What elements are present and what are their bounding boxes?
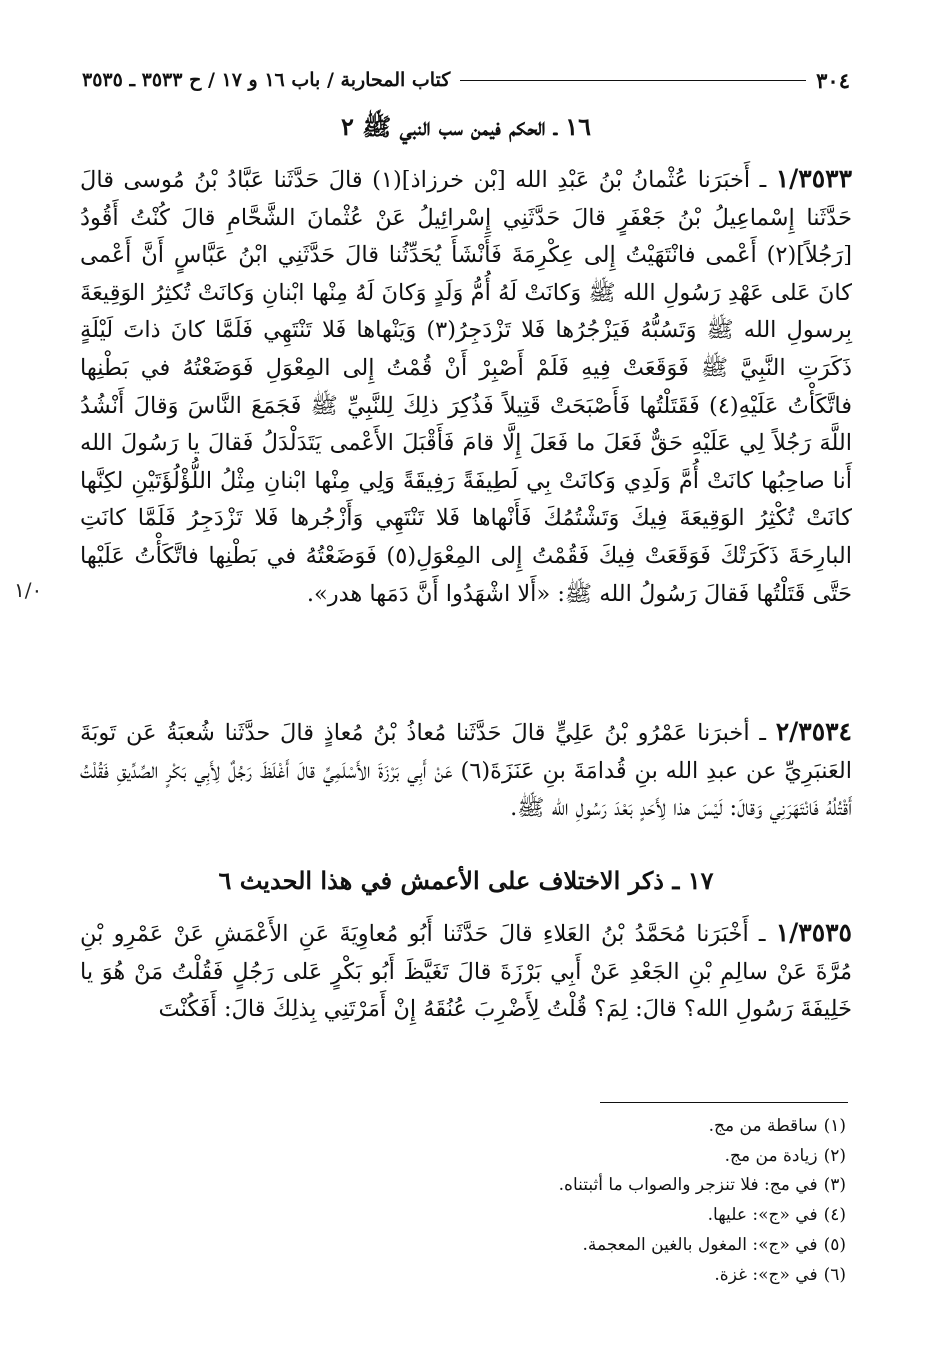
margin-note: ١/٠ [14, 578, 43, 602]
footnote: (١)ساقطة من مج. [708, 1116, 846, 1136]
section-title-16: ١٦ ـ الحكم فيمن سب النبي ﷺ ٢ [341, 112, 591, 141]
footnotes [480, 1112, 846, 1290]
footnote-rule [600, 1102, 848, 1103]
running-head [82, 62, 850, 98]
hadith-3534 [80, 713, 852, 828]
hadith-3535 [80, 914, 852, 1029]
footnote: (٦)في «ج»: غزة. [714, 1264, 846, 1285]
hadith-number: ١/٣٥٣٥ [775, 918, 852, 947]
hadith-3533 [80, 160, 852, 613]
footnote: (٥)في «ج»: المغول بالغين المعجمة. [582, 1234, 846, 1255]
footnote: (٣)في مج: فلا تنزجر والصواب ما أثبتناه. [558, 1175, 846, 1196]
running-title: كتاب المحاربة / باب ١٦ و ١٧ / ح ٣٥٣٣ ـ ٣٥٣٥ [82, 69, 451, 91]
hadith-number: ٢/٣٥٣٤ [775, 717, 852, 746]
hadith-text: ـ أخبرَنا عَمْرُو بْنُ عَلِيٍّ قالَ حَدَّثَنا مُعاذُ بْنُ مُعاذٍ قالَ حدَّثَنا شُعبَةُ عَن تَوبَةَ العَنبَرِيِّ عن عبدِ الله بنِ قُدامَةَ بنِ عَنَزَةَ(٦) عَنْ أَبِي بَرْزَةَ الأَسْلَمِيِّ قالَ أَغْلَظَ رَجُلٌ لِأَبِي بَكْرٍ الصِّدِّيقِ فَقُلْتُ أَقْتُلُهُ فَانْتَهَرَنِي وَقالَ: لَيْسَ هذا لِأَحَدٍ بَعْدَ رَسُولِ الله ﷺ. [80, 720, 852, 822]
hadith-text: ـ أَخْبَرَنا مُحَمَّدُ بْنُ العَلاءِ قالَ حَدَّثَنا أَبُو مُعاوِيَةَ عَنِ الأَعْمَشِ عَنْ عَمْرِو بْنِ مُرَّةَ عَنْ سالِمِ بْنِ الجَعْدِ عَنْ أَبِي بَرْزَةَ قالَ تَغَيَّظَ أَبُو بَكْرٍ عَلى رَجُلٍ فَقُلْتُ مَنْ هُوَ يا خَلِيفَةَ رَسُولِ الله؟ قالَ: لِمَ؟ قُلْتُ لِأَضْرِبَ عُنُقَهُ إِنْ أَمَرْتَنِي بِذلِكَ قالَ: أَفَكُنْتَ [80, 921, 852, 1023]
footnote: (٤)في «ج»: عليها. [707, 1205, 846, 1226]
section-title-17: ١٧ ـ ذكر الاختلاف على الأعمش في هذا الحديث ٦ [218, 866, 714, 895]
page-number: ٣٠٤ [816, 67, 850, 93]
footnote: (٢)زيادة من مج. [724, 1145, 846, 1166]
hadith-number: ١/٣٥٣٣ [775, 164, 853, 193]
hadith-text: ـ أَخبَرَنا عُثْمانُ بْنُ عَبْدِ الله [بْن خرزاذ](١) قالَ حَدَّثَنا عَبَّادُ بْنُ مُوسى قالَ حَدَّثَنا إِسْماعِيلُ بْنُ جَعْفَرٍ قالَ حَدَّثَنِي إِسْرائِيلُ عَنْ عُثْمانَ الشَّحَّامِ قالَ كُنْتُ أَقُودُ [رَجُلاً](٢) أَعْمى فانْتَهَيْتُ إِلى عِكْرِمَةَ فَأَنْشَأَ يُحَدِّثُنا قالَ حَدَّثَنِي ابْنُ عَبَّاسٍ أَنَّ أَعْمى كانَ عَلى عَهْدِ رَسُولِ الله ﷺ وَكانَتْ لَهُ أُمُّ وَلَدٍ وَكانَ لَهُ مِنْها ابْنانِ وَكانَتْ تُكثِرُ الوَقِيعَةَ بِرسولِ الله ﷺ وَتَسُبُّهُ فَيَزْجُرُها فَلا تَزْدَجِرُ(٣) وَيَنْهاها فَلا تَنْتَهِي فَلَمَّا كانَ ذاتَ لَيْلَةٍ ذَكَرَتِ النَّبِيَّ ﷺ فَوَقَعَتْ فِيهِ فَلَمْ أَصْبِرْ أَنْ قُمْتُ إِلى المِعْوَلِ فَوَضَعْتُهُ في بَطْنِها فاتَّكَأْتُ عَلَيْهِ(٤) فَقَتَلْتُها فَأَصْبَحَتْ قَتِيلاً فَذُكِرَ ذلِكَ لِلنَّبِيِّ ﷺ فَجَمَعَ النَّاسَ وَقالَ أَنْشُدُ اللَّهَ رَجُلاً لِي عَلَيْهِ حَقٌّ فَعَلَ ما فَعَلَ إِلَّا قامَ فَأَقْبَلَ الأَعْمى يَتَدَلْدَلُ فَقالَ يا رَسُولَ الله أَنا صاحِبُها كانَتْ أُمَّ وَلَدِي وَكانَتْ بِي لَطِيفَةً رَفِيقَةً وَلِي مِنْها ابْنانِ مِثْلُ اللُّؤْلُؤَتَيْنِ لكِنَّها كانَتْ تُكْثِرُ الوَقِيعَةَ فِيكَ وَتَشْتُمُكَ فَأَنْهاها فَلا تَنْتَهِي وَأَزْجُرها فَلا تَزْدَجِرُ فَلَمَّا كانَتِ البارِحَةَ ذَكَرَتْكَ فَوَقَعَتْ فِيكَ فَقُمْتُ إِلى المِعْوَلِ(٥) فَوَضَعْتُهُ في بَطْنِها فاتَّكَأْتُ عَلَيْها حَتَّى قَتَلْتُها فَقالَ رَسُولُ الله ﷺ: «أَلا اشْهَدُوا أَنَّ دَمَها هدر». [80, 167, 853, 607]
header-rule [460, 80, 806, 81]
